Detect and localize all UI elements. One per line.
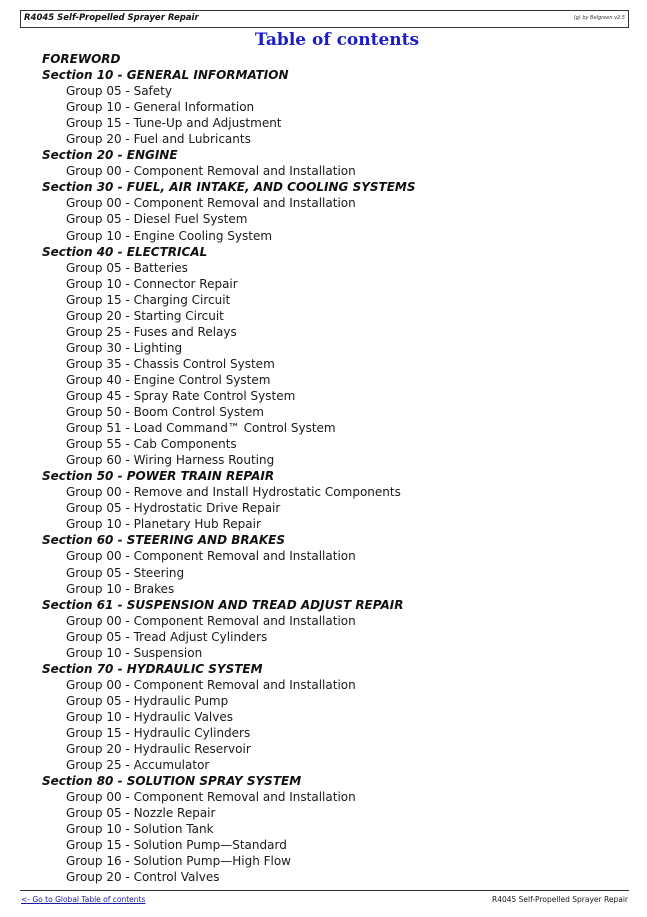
toc-group-link[interactable]: Group 10 - Brakes (66, 581, 175, 596)
toc-group-link[interactable]: Group 25 - Accumulator (66, 758, 210, 773)
toc-group-link[interactable]: Group 05 - Batteries (66, 260, 188, 275)
toc-group-link[interactable]: Group 15 - Tune-Up and Adjustment (66, 116, 282, 131)
toc-group-link[interactable]: Group 10 - Connector Repair (66, 276, 238, 291)
toc-group-link[interactable]: Group 15 - Solution Pump—Standard (66, 838, 287, 853)
toc-section-link[interactable]: Section 50 - POWER TRAIN REPAIR (42, 469, 275, 484)
toc-group-link[interactable]: Group 51 - Load Command™ Control System (66, 421, 336, 436)
toc-group-link[interactable]: Group 00 - Component Removal and Installation (66, 164, 356, 179)
toc-group-link[interactable]: Group 60 - Wiring Harness Routing (66, 453, 275, 468)
toc-group-link[interactable]: Group 05 - Steering (66, 565, 185, 580)
toc-group-link[interactable]: Group 00 - Component Removal and Installation (66, 549, 356, 564)
toc-group-link[interactable]: Group 35 - Chassis Control System (66, 356, 275, 371)
toc-group-link[interactable]: Group 05 - Tread Adjust Cylinders (66, 629, 268, 644)
header-credit: (g) by Belgreen v2.5 (573, 15, 625, 21)
toc-group-link[interactable]: Group 05 - Hydraulic Pump (66, 693, 229, 708)
global-toc-link[interactable]: <- Go to Global Table of contents (21, 895, 146, 904)
toc-group-link[interactable]: Group 45 - Spray Rate Control System (66, 388, 296, 403)
footer-divider (20, 890, 629, 891)
toc-group-link[interactable]: Group 00 - Component Removal and Installation (66, 677, 356, 692)
toc-group-link[interactable]: Group 00 - Component Removal and Installation (66, 196, 356, 211)
toc-group-link[interactable]: Group 15 - Charging Circuit (66, 292, 231, 307)
toc-group-link[interactable]: Group 05 - Nozzle Repair (66, 806, 216, 821)
toc-section-link[interactable]: Section 80 - SOLUTION SPRAY SYSTEM (42, 774, 302, 789)
toc-group-link[interactable]: Group 10 - Planetary Hub Repair (66, 517, 261, 532)
toc-group-link[interactable]: Group 20 - Hydraulic Reservoir (66, 742, 251, 757)
toc-section-link[interactable]: Section 61 - SUSPENSION AND TREAD ADJUST REPAIR (42, 597, 404, 612)
toc-group-link[interactable]: Group 05 - Diesel Fuel System (66, 212, 248, 227)
toc-section-link[interactable]: Section 30 - FUEL, AIR INTAKE, AND COOLING SYSTEMS (42, 180, 416, 195)
toc-section-link[interactable]: Section 70 - HYDRAULIC SYSTEM (42, 661, 263, 676)
toc-group-link[interactable]: Group 20 - Starting Circuit (66, 308, 224, 323)
toc-group-link[interactable]: Group 20 - Control Valves (66, 870, 220, 885)
toc-group-link[interactable]: Group 10 - Hydraulic Valves (66, 709, 233, 724)
toc-group-link[interactable]: Group 10 - Engine Cooling System (66, 228, 273, 243)
toc-group-link[interactable]: Group 00 - Component Removal and Installation (66, 613, 356, 628)
table-of-contents (0, 51, 647, 885)
toc-group-link[interactable]: Group 10 - Suspension (66, 645, 203, 660)
toc-group-link[interactable]: Group 15 - Hydraulic Cylinders (66, 725, 251, 740)
header-title: R4045 Self-Propelled Sprayer Repair (24, 13, 199, 23)
toc-group-link[interactable]: Group 40 - Engine Control System (66, 372, 271, 387)
footer-title: R4045 Self-Propelled Sprayer Repair (491, 895, 628, 904)
toc-group-link[interactable]: Group 20 - Fuel and Lubricants (66, 132, 251, 147)
toc-group-link[interactable]: Group 50 - Boom Control System (66, 405, 264, 420)
toc-group-link[interactable]: Group 05 - Hydrostatic Drive Repair (66, 501, 281, 516)
toc-section-link[interactable]: Section 10 - GENERAL INFORMATION (42, 68, 289, 83)
toc-group-link[interactable]: Group 55 - Cab Components (66, 437, 237, 452)
page-title: Table of contents (254, 30, 420, 50)
toc-section-link[interactable]: Section 20 - ENGINE (42, 148, 178, 163)
toc-group-link[interactable]: Group 16 - Solution Pump—High Flow (66, 854, 291, 869)
toc-section-link[interactable]: FOREWORD (42, 52, 121, 66)
toc-group-link[interactable]: Group 10 - General Information (66, 100, 255, 115)
toc-group-link[interactable]: Group 25 - Fuses and Relays (66, 324, 237, 339)
toc-section-link[interactable]: Section 60 - STEERING AND BRAKES (42, 533, 286, 548)
page-header (20, 10, 629, 28)
toc-group-link[interactable]: Group 30 - Lighting (66, 340, 183, 355)
toc-group-link[interactable]: Group 05 - Safety (66, 84, 172, 99)
toc-group-link[interactable]: Group 00 - Component Removal and Installation (66, 790, 356, 805)
toc-group-link[interactable]: Group 10 - Solution Tank (66, 822, 214, 837)
toc-group-link[interactable]: Group 00 - Remove and Install Hydrostatic Components (66, 485, 401, 500)
toc-section-link[interactable]: Section 40 - ELECTRICAL (42, 244, 208, 259)
